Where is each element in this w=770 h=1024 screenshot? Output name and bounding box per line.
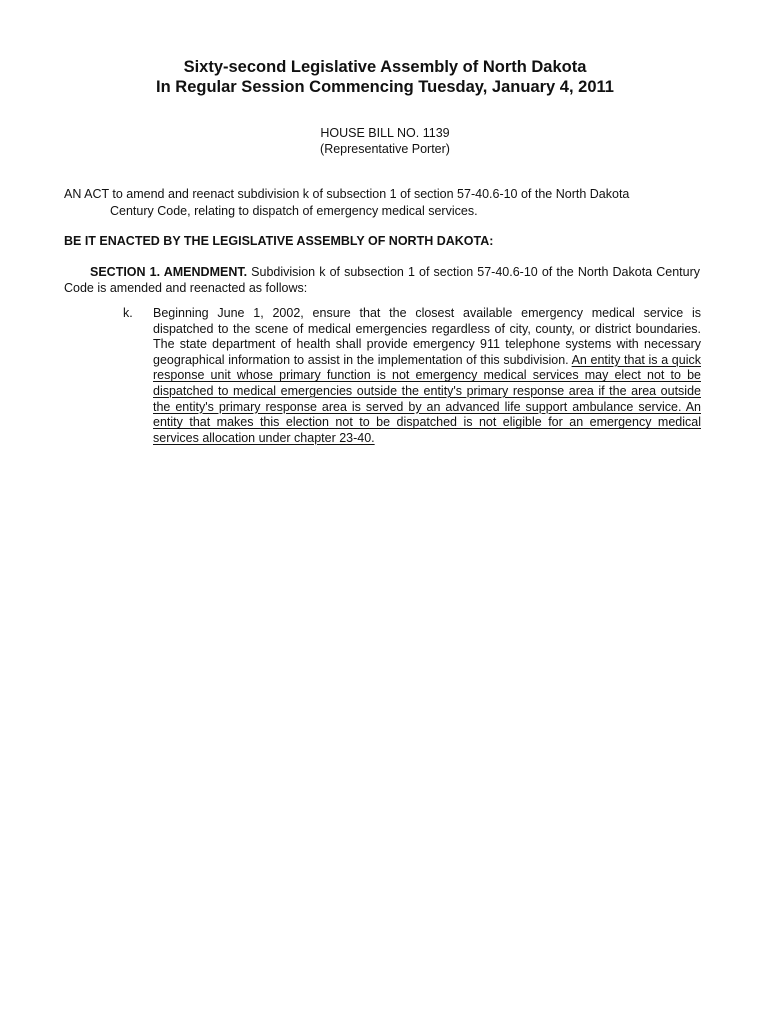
subdivision-existing-text: Beginning June 1, 2002, ensure that the closest available emergency medical service is dispatched to the scene of medical emergencies regardless of city, county, or district boundaries. The state department of health shall provide emergency 911 telephone systems with necessary geographical information to assist in the implementation of this subdivision.: [153, 306, 701, 367]
act-title-line2: Century Code, relating to dispatch of emergency medical services.: [110, 204, 478, 218]
subdivision-inserted-text: An entity that is a quick response unit whose primary function is not emergency medical services may elect not to be dispatched to medical emergencies outside the entity's primary response area if the area outside the entity's primary response area is served by an advanced life support ambulance service. An entity that makes this election not to be dispatched is not eligible for an emergency medical services allocation under chapter 23-40.: [153, 352, 701, 445]
bill-number: HOUSE BILL NO. 1139: [320, 126, 450, 140]
session-title: In Regular Session Commencing Tuesday, January 4, 2011: [156, 78, 614, 96]
section-paragraph: [64, 264, 700, 296]
subdivision-marker: k.: [123, 306, 133, 320]
bill-sponsor: (Representative Porter): [320, 142, 450, 156]
assembly-title: Sixty-second Legislative Assembly of North Dakota: [183, 58, 587, 76]
section-heading: SECTION 1. AMENDMENT.: [90, 265, 248, 279]
subdivision-text: [153, 306, 701, 446]
act-title-line1: AN ACT to amend and reenact subdivision k of subsection 1 of section 57-40.6-10 of the North Dakota: [64, 187, 630, 201]
section-text: Subdivision k of subsection 1 of section 57-40.6-10 of the North Dakota Century Code is amended and reenacted as follows:: [64, 265, 700, 295]
act-title: [64, 186, 704, 220]
enacting-clause: BE IT ENACTED BY THE LEGISLATIVE ASSEMBLY OF NORTH DAKOTA:: [64, 234, 494, 248]
